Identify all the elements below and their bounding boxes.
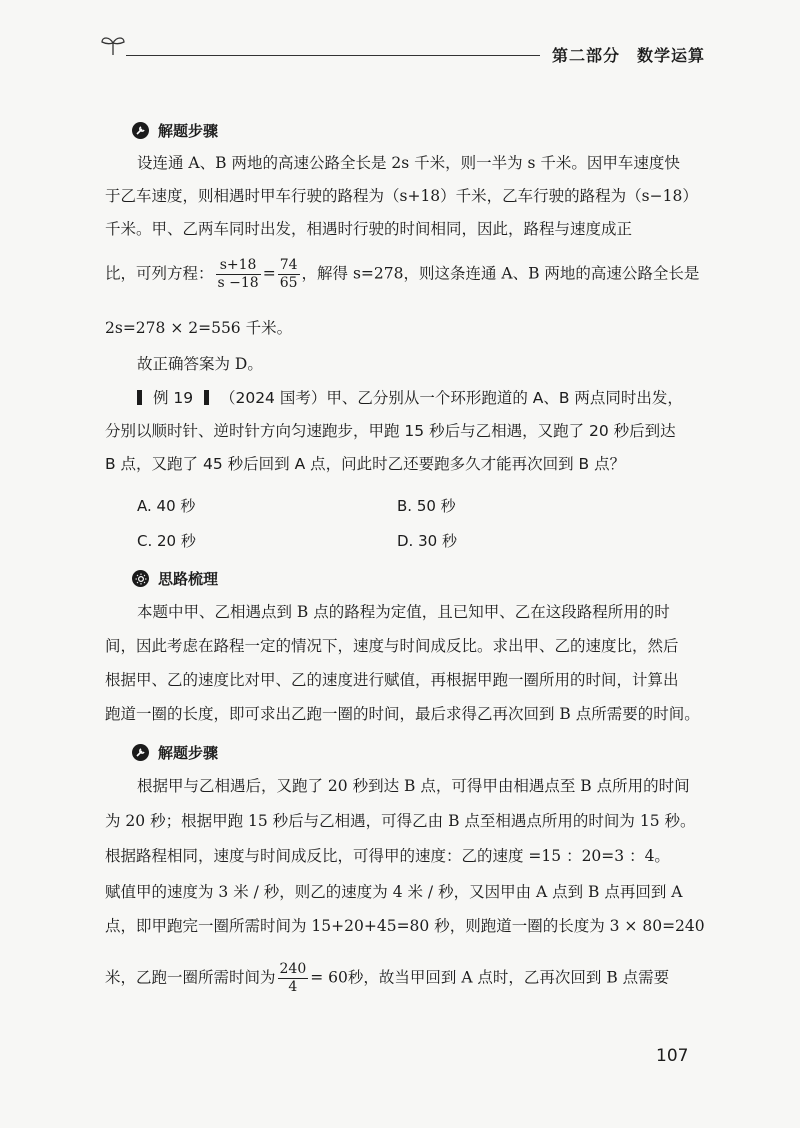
fraction-numerator: s+18 xyxy=(216,257,261,275)
example-line: B 点，又跑了 45 秒后回到 A 点，问此时乙还要跑多久才能再次回到 B 点？ xyxy=(105,455,626,473)
equation-prefix: 比，可列方程： xyxy=(105,264,214,283)
example-line: 分别以顺时针、逆时针方向匀速跑步，甲跑 15 秒后与乙相遇，又跑了 20 秒后到达 xyxy=(105,422,676,440)
example-label: 例 19 xyxy=(152,389,194,407)
wrench-icon xyxy=(132,122,149,139)
fraction xyxy=(216,257,261,292)
solution-heading xyxy=(132,120,218,141)
answer-line: 故正确答案为 D。 xyxy=(137,355,263,373)
paragraph-line: 于乙车速度，则相遇时甲车行驶的路程为（s+18）千米，乙车行驶的路程为（s−18） xyxy=(105,187,698,205)
paragraph-line: 根据甲与乙相遇后，又跑了 20 秒到达 B 点，可得甲由相遇点至 B 点所用的时间 xyxy=(137,777,690,795)
option-a: A. 40 秒 xyxy=(137,497,196,515)
equation-line xyxy=(105,257,699,292)
equation-suffix: = 60秒，故当甲回到 A 点时，乙再次回到 B 点需要 xyxy=(310,968,670,987)
page-number: 107 xyxy=(656,1046,689,1066)
paragraph-line: 千米。甲、乙两车同时出发，相遇时行驶的时间相同，因此，路程与速度成正 xyxy=(105,220,633,238)
paragraph-line: 为 20 秒；根据甲跑 15 秒后与乙相遇，可得乙由 B 点至相遇点所用的时间为 15 秒。 xyxy=(105,812,696,830)
solution-heading-label: 解题步骤 xyxy=(158,744,219,762)
fraction-denominator: 65 xyxy=(279,275,298,291)
paragraph-line: 间，因此考虑在路程一定的情况下，速度与时间成反比。求出甲、乙的速度比，然后 xyxy=(105,637,679,655)
example-line xyxy=(137,386,683,408)
equation-prefix: 米，乙跑一圈所需时间为 xyxy=(105,968,276,987)
fraction-numerator: 74 xyxy=(279,257,298,273)
sprout-icon xyxy=(100,34,126,56)
paragraph-line: 根据甲、乙的速度比对甲、乙的速度进行赋值，再根据甲跑一圈所用的时间，计算出 xyxy=(105,671,679,689)
equation-line xyxy=(105,961,669,996)
paragraph-line: 点，即甲跑完一圈所需时间为 15+20+45=80 秒，则跑道一圈的长度为 3 × 80=240 xyxy=(105,917,705,935)
equation-suffix: ，解得 s=278，则这条连通 A、B 两地的高速公路全长是 xyxy=(301,264,700,283)
paragraph-line: 跑道一圈的长度，即可求出乙跑一圈的时间，最后求得乙再次回到 B 点所需要的时间。 xyxy=(105,705,700,723)
option-b: B. 50 秒 xyxy=(397,497,456,515)
option-c: C. 20 秒 xyxy=(137,532,196,550)
fraction xyxy=(278,961,309,996)
thought-heading xyxy=(132,568,218,589)
fraction xyxy=(278,257,300,292)
thought-heading-label: 思路梳理 xyxy=(158,570,219,588)
solution-heading-label: 解题步骤 xyxy=(158,122,219,140)
example-bar-left xyxy=(137,390,142,405)
paragraph-line: 本题中甲、乙相遇点到 B 点的路程为定值，且已知甲、乙在这段路程所用的时 xyxy=(137,603,670,621)
paragraph-line: 2s=278 × 2=556 千米。 xyxy=(105,319,293,337)
equals-sign: = xyxy=(262,264,276,283)
option-d: D. 30 秒 xyxy=(397,532,457,550)
paragraph-line: 根据路程相同，速度与时间成反比，可得甲的速度：乙的速度 =15 ：20=3 ：4。 xyxy=(105,847,670,865)
example-bar-right xyxy=(204,390,209,405)
fraction-denominator: 4 xyxy=(288,979,298,995)
wrench-icon xyxy=(132,744,149,761)
sun-icon xyxy=(132,570,149,587)
header-rule xyxy=(126,55,540,56)
section-title: 第二部分 数学运算 xyxy=(552,46,706,65)
fraction-numerator: 240 xyxy=(279,961,307,977)
solution-heading xyxy=(132,742,218,763)
example-text: （2024 国考）甲、乙分别从一个环形跑道的 A、B 两点同时出发， xyxy=(219,389,683,407)
fraction-denominator: s −18 xyxy=(217,275,259,291)
paragraph-line: 设连通 A、B 两地的高速公路全长是 2s 千米，则一半为 s 千米。因甲车速度快 xyxy=(137,154,680,172)
paragraph-line: 赋值甲的速度为 3 米 / 秒，则乙的速度为 4 米 / 秒，又因甲由 A 点到 B 点再回到 A xyxy=(105,883,683,901)
